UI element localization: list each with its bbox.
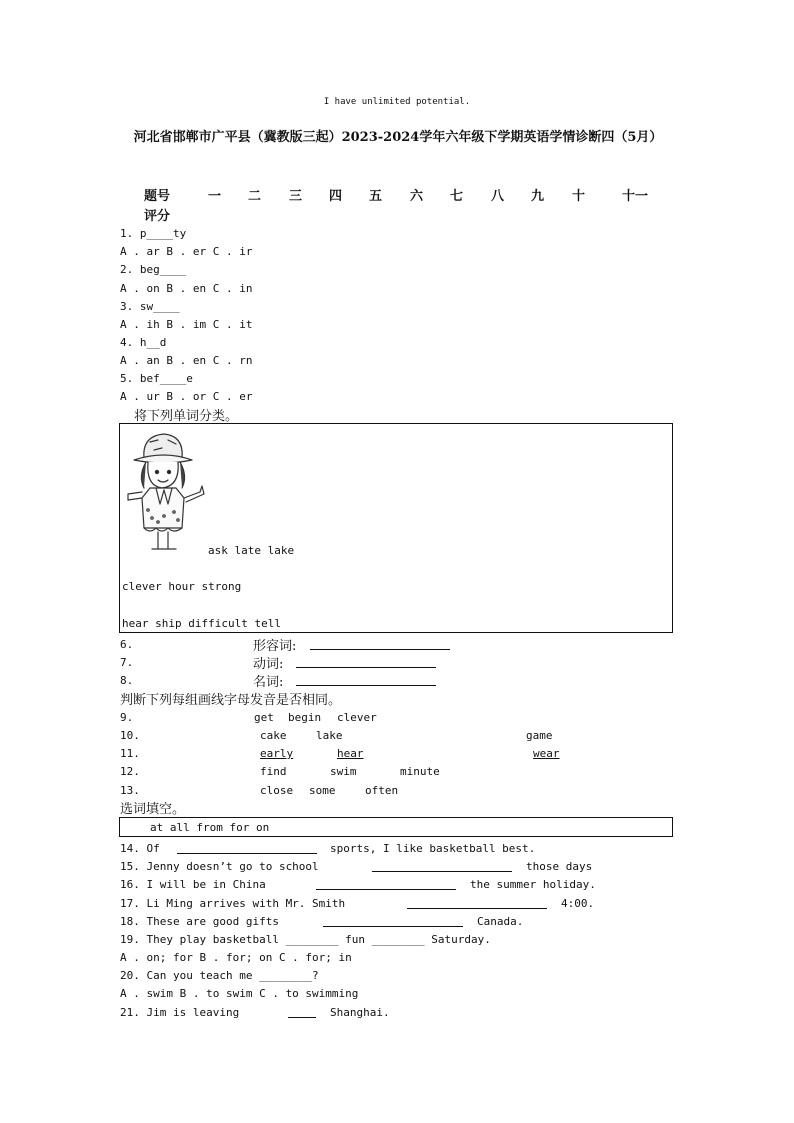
question-2: 2. beg____ xyxy=(120,263,187,276)
question-8-label: 名词: xyxy=(253,675,284,690)
score-col: 四 xyxy=(329,189,343,204)
q11-word-3: wear xyxy=(533,747,560,760)
question-17-start: 17. Li Ming arrives with Mr. Smith xyxy=(120,897,346,910)
word-bank-box xyxy=(119,817,673,837)
question-4-options: A . an B . en C . rn xyxy=(120,354,253,367)
answer-blank-15[interactable] xyxy=(372,860,512,872)
question-15-start: 15. Jenny doesn’t go to school xyxy=(120,860,319,873)
question-5: 5. bef____e xyxy=(120,372,193,385)
question-1-options: A . ar B . er C . ir xyxy=(120,245,253,258)
question-6-number: 6. xyxy=(120,638,134,651)
question-11-number: 11. xyxy=(120,747,140,760)
section-instruction-pronunciation: 判断下列每组画线字母发音是否相同。 xyxy=(120,693,342,708)
page-header-motto: I have unlimited potential. xyxy=(323,97,471,107)
question-3: 3. sw____ xyxy=(120,300,180,313)
word-box xyxy=(119,423,673,633)
q9-word-3: clever xyxy=(337,711,377,724)
score-col: 二 xyxy=(248,189,262,204)
question-3-options: A . ih B . im C . it xyxy=(120,318,253,331)
answer-blank-18[interactable] xyxy=(323,915,463,927)
answer-blank-verbs[interactable] xyxy=(296,656,436,668)
question-18-end: Canada. xyxy=(477,915,524,928)
score-col: 五 xyxy=(369,189,383,204)
score-table-score-label: 评分 xyxy=(144,209,171,224)
answer-blank-adjectives[interactable] xyxy=(310,638,450,650)
word-line-3: hear ship difficult tell xyxy=(122,617,281,630)
answer-blank-nouns[interactable] xyxy=(296,674,436,686)
section-instruction-fill-in: 选词填空。 xyxy=(120,802,186,817)
question-7-number: 7. xyxy=(120,656,134,669)
question-19-options: A . on; for B . for; on C . for; in xyxy=(120,951,352,964)
score-col: 六 xyxy=(410,189,424,204)
q13-word-2: some xyxy=(309,784,336,797)
score-col: 三 xyxy=(289,189,303,204)
question-12-number: 12. xyxy=(120,765,140,778)
question-9-number: 9. xyxy=(120,711,134,724)
score-col: 十 xyxy=(572,189,586,204)
question-7-label: 动词: xyxy=(253,657,284,672)
score-col: 七 xyxy=(450,189,464,204)
q13-word-1: close xyxy=(260,784,294,797)
question-14-end: sports, I like basketball best. xyxy=(330,842,536,855)
word-bank: at all from for on xyxy=(150,821,270,834)
q10-word-3: game xyxy=(526,729,553,742)
question-20: 20. Can you teach me ________? xyxy=(120,969,319,982)
q12-word-3: minute xyxy=(400,765,440,778)
question-4: 4. h__d xyxy=(120,336,167,349)
q11-word-2: hear xyxy=(337,747,364,760)
answer-blank-14[interactable] xyxy=(177,842,317,854)
score-col: 十一 xyxy=(622,189,649,204)
q11-word-1: early xyxy=(260,747,294,760)
q9-word-2: begin xyxy=(288,711,322,724)
score-col: 八 xyxy=(491,189,505,204)
question-10-number: 10. xyxy=(120,729,140,742)
page-title: 河北省邯郸市广平县（冀教版三起）2023-2024学年六年级下学期英语学情诊断四（5月） xyxy=(133,130,663,145)
score-col: 一 xyxy=(208,189,222,204)
question-16-end: the summer holiday. xyxy=(470,878,596,891)
q9-word-1: get xyxy=(254,711,274,724)
question-21-start: 21. Jim is leaving xyxy=(120,1006,240,1019)
q13-word-3: often xyxy=(365,784,399,797)
answer-blank-21[interactable] xyxy=(288,1006,316,1018)
question-18-start: 18. These are good gifts xyxy=(120,915,279,928)
question-5-options: A . ur B . or C . er xyxy=(120,390,253,403)
question-21-end: Shanghai. xyxy=(330,1006,390,1019)
question-13-number: 13. xyxy=(120,784,140,797)
word-line-2: clever hour strong xyxy=(122,580,242,593)
answer-blank-17[interactable] xyxy=(407,897,547,909)
word-line-1: ask late lake xyxy=(208,544,295,557)
q10-word-2: lake xyxy=(316,729,343,742)
question-2-options: A . on B . en C . in xyxy=(120,282,253,295)
question-19: 19. They play basketball ________ fun ________ Saturday. xyxy=(120,933,491,946)
question-1: 1. p____ty xyxy=(120,227,187,240)
question-20-options: A . swim B . to swim C . to swimming xyxy=(120,987,359,1000)
score-table-number-label: 题号 xyxy=(144,189,171,204)
girl-illustration xyxy=(124,428,208,552)
score-col: 九 xyxy=(531,189,545,204)
question-15-end: those days xyxy=(526,860,593,873)
question-8-number: 8. xyxy=(120,674,134,687)
q12-word-1: find xyxy=(260,765,287,778)
question-17-end: 4:00. xyxy=(561,897,595,910)
q12-word-2: swim xyxy=(330,765,357,778)
answer-blank-16[interactable] xyxy=(316,878,456,890)
question-16-start: 16. I will be in China xyxy=(120,878,266,891)
question-6-label: 形容词: xyxy=(253,639,297,654)
question-14-start: 14. Of xyxy=(120,842,160,855)
section-instruction-classify: 将下列单词分类。 xyxy=(134,409,239,424)
q10-word-1: cake xyxy=(260,729,287,742)
